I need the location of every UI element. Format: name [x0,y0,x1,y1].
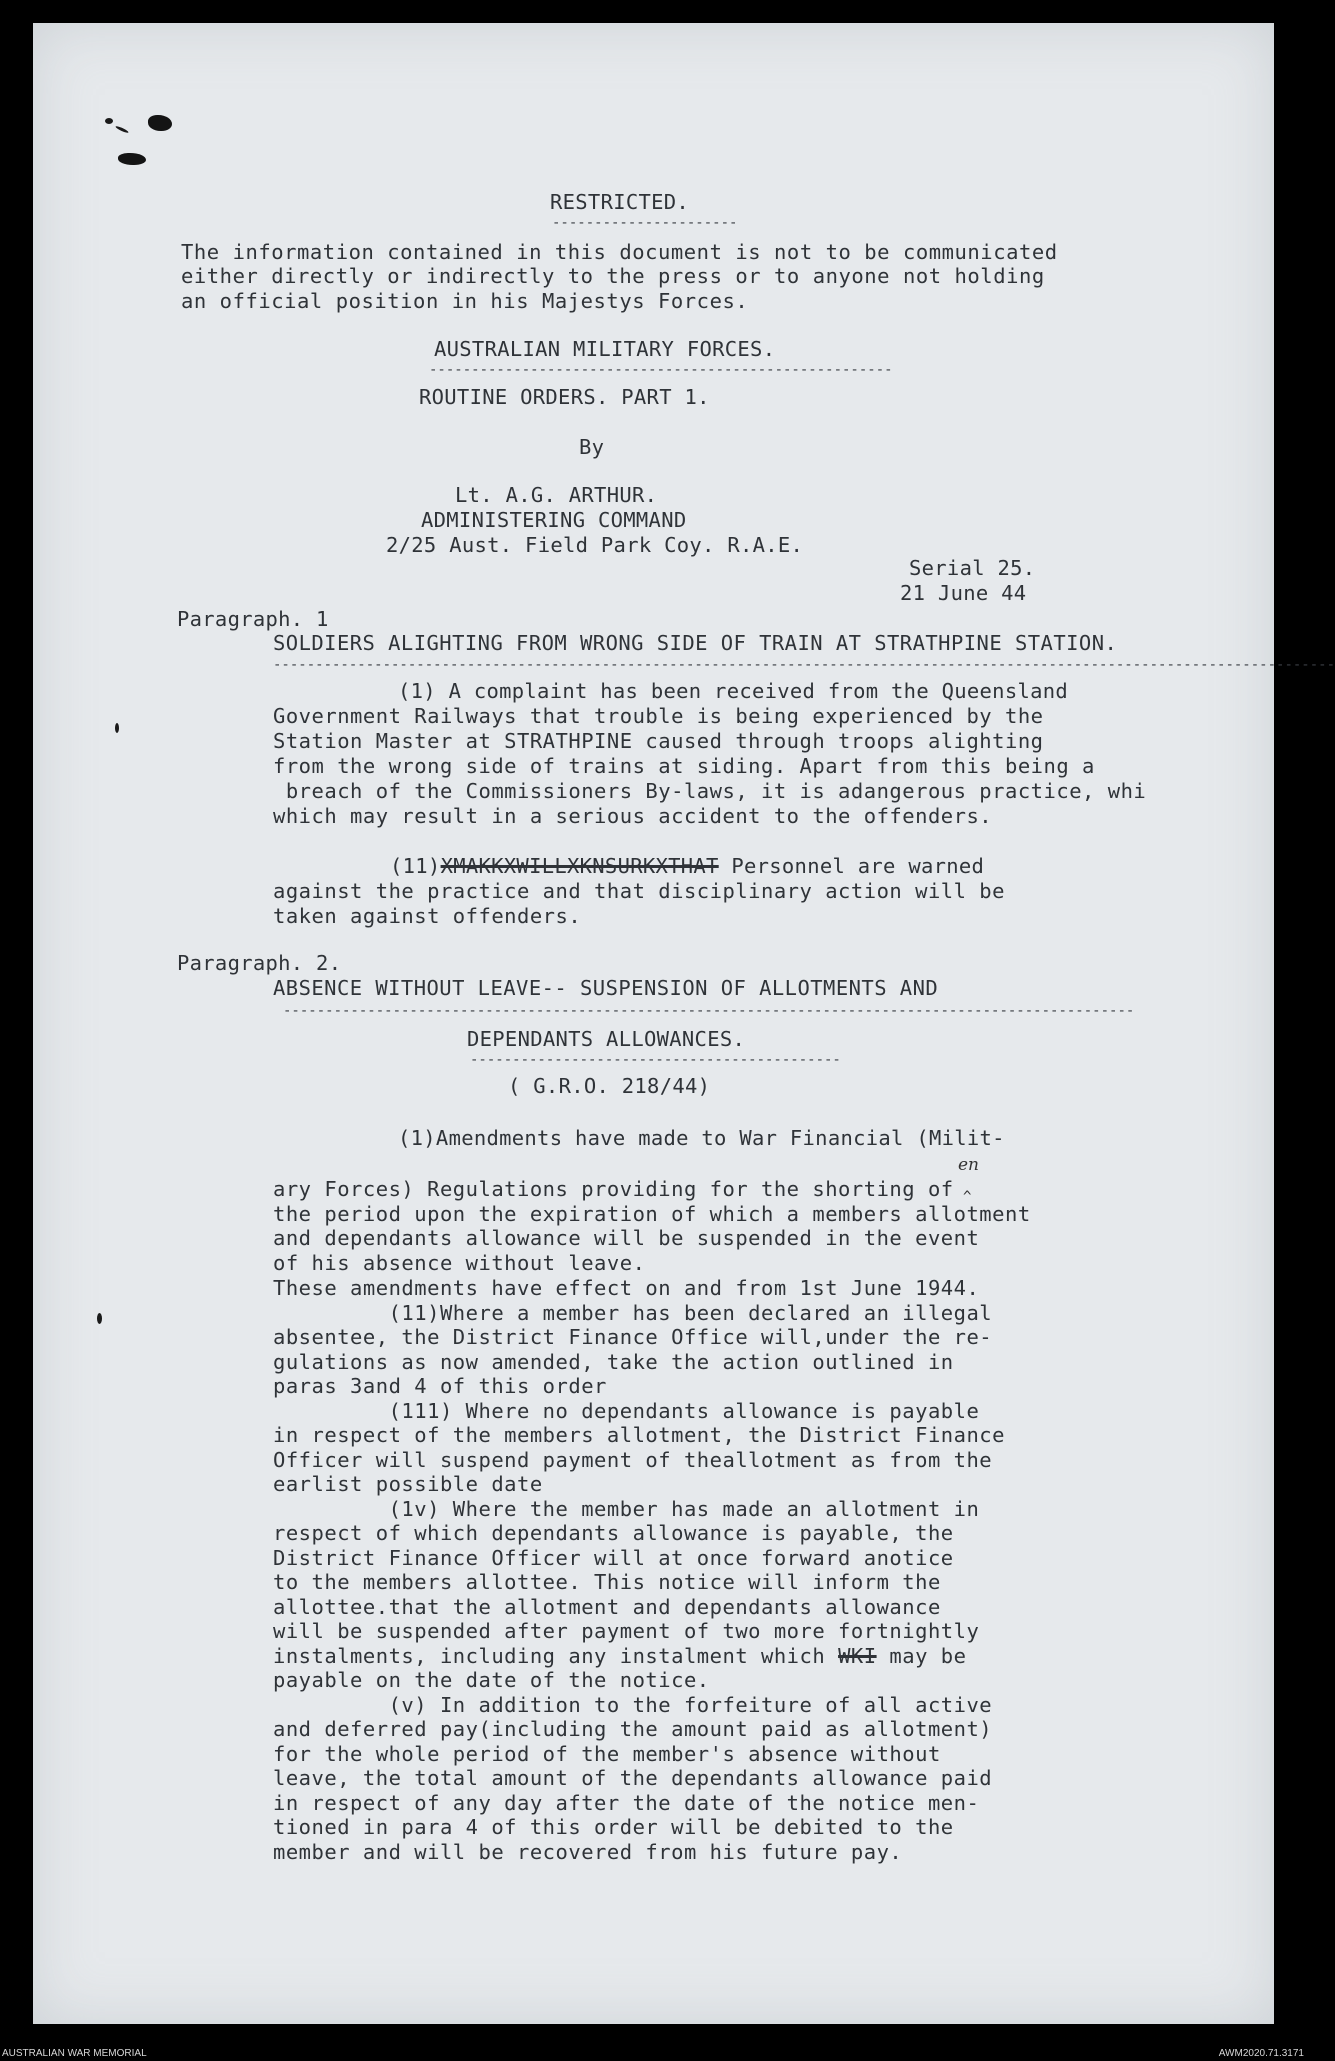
paragraph-1-sub-line: taken against offenders. [273,904,582,928]
paragraph-2-text-line: These amendments have effect on and from 1st June 1944. [273,1276,980,1300]
paragraph-1-text-line: breach of the Commissioners By-laws, it is adangerous practice, whi [273,779,1147,803]
paragraph-2-text-line: absentee, the District Finance Office will,under the re- [273,1325,993,1349]
paper-speck [115,125,129,134]
paragraph-2-text-line: leave, the total amount of the dependants allowance paid [273,1766,993,1790]
paragraph-2-text-line: the period upon the expiration of which a members allotment [273,1202,1031,1226]
sub-number: (11) [390,854,441,878]
paragraph-2-text-line: and dependants allowance will be suspended in the event [273,1226,980,1250]
paper-speck [105,118,113,124]
paragraph-2-text-line: allottee.that the allotment and dependants allowance [273,1595,941,1619]
paragraph-1-heading: SOLDIERS ALIGHTING FROM WRONG SIDE OF TRAIN AT STRATHPINE STATION. [273,631,1118,655]
paragraph-2-text-line: in respect of any day after the date of the notice men- [273,1791,980,1815]
archive-reference: AWM2020.71.3171 [1218,2048,1304,2059]
serial-number: Serial 25. [909,556,1036,580]
paragraph-1-text-line: from the wrong side of trains at siding. Apart from this being a [273,754,1095,778]
insertion-caret: ^ [963,1189,972,1205]
paragraph-2-text-line: payable on the date of the notice. [273,1668,710,1692]
punch-hole-mark [148,115,172,131]
handwritten-insert: en [958,1155,980,1175]
paragraph-2-text-line [273,1644,967,1669]
paragraph-2-text-line: earlist possible date [273,1472,543,1496]
heading-underline: -------------------------------------------- [470,1052,841,1068]
paragraph-2-text-line: (11)Where a member has been declared an illegal [273,1301,993,1325]
paragraph-1-text-line: which may result in a serious accident to the offenders. [273,804,993,828]
paragraph-2-text-line: respect of which dependants allowance is payable, the [273,1521,954,1545]
paragraph-2-text-line: paras 3and 4 of this order [273,1374,607,1398]
order-date: 21 June 44 [900,581,1027,605]
paragraph-1-text-line: (1) A complaint has been received from the Queensland [398,679,1069,703]
paragraph-2-text-line: will be suspended after payment of two more fortnightly [273,1619,980,1643]
paragraph-2-label: Paragraph. 2. [177,951,342,975]
paragraph-2-text-line: District Finance Officer will at once forward anotice [273,1546,954,1570]
paragraph-2-text-line: member and will be recovered from his future pay. [273,1840,903,1864]
forces-heading: AUSTRALIAN MILITARY FORCES. [434,337,776,361]
paragraph-2-text-line: gulations as now amended, take the action outlined in [273,1350,954,1374]
paragraph-1-sub-line: against the practice and that disciplinary action will be [273,879,1005,903]
paragraph-2-text-line: (1v) Where the member has made an allotment in [273,1497,980,1521]
notice-line-1: The information contained in this document is not to be communicated [181,240,1058,264]
paragraph-2-text-line: of his absence without leave. [273,1251,646,1275]
unit-name: 2/25 Aust. Field Park Coy. R.A.E. [386,533,804,557]
by-line: By [579,435,605,459]
paper-speck [115,723,119,733]
document-page [33,23,1335,2024]
paragraph-2-text-line: (v) In addition to the forfeiture of all active [273,1693,993,1717]
heading-underline: ----------------------------------------------------------------------------------------------------- [283,1003,1135,1019]
heading-underline: ------------------------------------------------------- [429,362,893,378]
paragraph-1-label: Paragraph. 1 [177,607,329,631]
paragraph-2-opening: (1)Amendments have made to War Financial (Milit- [398,1126,1005,1150]
paragraph-2-text-line: Officer will suspend payment of theallotment as from the [273,1448,993,1472]
orders-title: ROUTINE ORDERS. PART 1. [419,385,710,409]
line-text: may be [876,1644,967,1668]
notice-line-3: an official position in his Majestys Forces. [181,289,749,313]
paper-speck [97,1313,102,1324]
paragraph-2-text-line: to the members allottee. This notice will inform the [273,1570,941,1594]
paragraph-2-text-line: and deferred pay(including the amount paid as allotment) [273,1717,993,1741]
paragraph-1-sub-line [390,854,984,879]
struck-out-text: WKI [838,1644,877,1668]
heading-underline: ---------------------- [552,215,738,231]
paragraph-2-heading-2: DEPENDANTS ALLOWANCES. [467,1027,746,1051]
paragraph-2-text-line: ary Forces) Regulations providing for the shorting of [273,1177,954,1201]
archive-credit: AUSTRALIAN WAR MEMORIAL [2,2048,147,2059]
sub-text: Personnel are warned [718,854,985,878]
officer-name: Lt. A.G. ARTHUR. [455,483,658,507]
paragraph-1-text-line: Station Master at STRATHPINE caused through troops alighting [273,729,1044,753]
line-text: instalments, including any instalment which [273,1644,826,1668]
notice-line-2: either directly or indirectly to the press or to anyone not holding [181,264,1045,288]
paragraph-2-text-line: for the whole period of the member's absence without [273,1742,941,1766]
paragraph-1-text-line: Government Railways that trouble is being experienced by the [273,704,1044,728]
heading-underline: ------------------------------------------------------------------------------------------------------------------------------ [273,657,1335,673]
officer-role: ADMINISTERING COMMAND [421,508,687,532]
punch-hole-mark [118,153,146,165]
struck-out-text: XMAKKXWILLXKNSURKXTHAT [440,854,719,878]
paragraph-2-heading: ABSENCE WITHOUT LEAVE-- SUSPENSION OF ALLOTMENTS AND [273,976,939,1000]
paragraph-2-text-line: tioned in para 4 of this order will be debited to the [273,1815,954,1839]
paragraph-2-text-line: in respect of the members allotment, the District Finance [273,1423,1005,1447]
paragraph-2-reference: ( G.R.O. 218/44) [508,1074,711,1098]
paragraph-2-text-line: (111) Where no dependants allowance is payable [273,1399,980,1423]
classification-heading: RESTRICTED. [550,190,690,214]
